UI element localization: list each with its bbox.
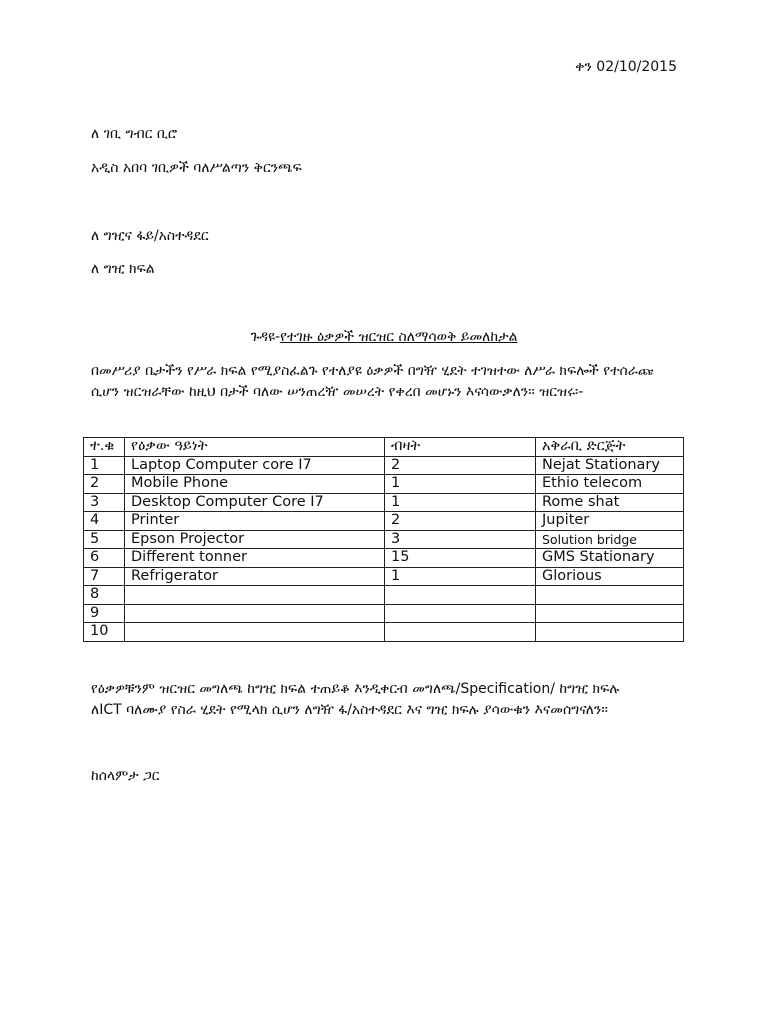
cell-supplier: Jupiter bbox=[536, 512, 684, 531]
table-row bbox=[84, 623, 684, 642]
cell-item-name: Printer bbox=[125, 512, 385, 531]
cell-row-number: 10 bbox=[84, 623, 125, 642]
cell-item-name: Laptop Computer core I7 bbox=[125, 456, 385, 475]
cell-row-number: 3 bbox=[84, 493, 125, 512]
table-row bbox=[84, 456, 684, 475]
recipient-line-1: ለ ገቢ ግብር ቢሮ bbox=[91, 126, 178, 142]
table-row bbox=[84, 530, 684, 549]
attention-line-1: ለ ግዢና ፋይ/አስተዳደር bbox=[91, 228, 209, 244]
closing-line-1: የዕቃዎቹንም ዝርዝር መግለጫ ከግዢ ክፍል ተጠይቆ እንዲቀርብ መግለጫ/Specification/ ከግዢ ክፍሉ bbox=[91, 681, 620, 697]
cell-quantity: 15 bbox=[385, 549, 536, 568]
cell-item-name bbox=[125, 623, 385, 642]
cell-supplier bbox=[536, 604, 684, 623]
cell-supplier: Nejat Stationary bbox=[536, 456, 684, 475]
closing-line-2: ለICT ባለሙያ የስራ ሂደት የሚላክ ሲሆን ለግዥ ፋ/አስተዳደር እና ግዢ ክፍሉ ያሳውቁን እናመሰግናለን፡፡ bbox=[91, 702, 608, 718]
cell-item-name: Refrigerator bbox=[125, 567, 385, 586]
table-header-row bbox=[84, 438, 684, 457]
cell-quantity bbox=[385, 586, 536, 605]
cell-quantity bbox=[385, 623, 536, 642]
subject-text: የተገዙ ዕቃዎች ዝርዝር ስለማሳወቅ ይመለከታል bbox=[280, 329, 518, 345]
table-row bbox=[84, 493, 684, 512]
table-row bbox=[84, 549, 684, 568]
cell-row-number: 6 bbox=[84, 549, 125, 568]
header-cell-supplier: አቅራቢ ድርጅት bbox=[536, 438, 684, 457]
body-paragraph: በመሥሪያ ቤታችን የሥራ ክፍል የሚያስፈልጉ የተለያዩ ዕቃዎች በግዥ ሂደት ተገዝተው ለሥራ ክፍሎች የተሰራጩ ሲሆን ዝርዝራቸው ከዚህ በታች ባለው ሠንጠረዥ መሠረት የቀረበ መሆኑን እናሳውቃለን፡፡ ዝርዝሩ፡- bbox=[91, 363, 654, 400]
header-cell-quantity: ብዛት bbox=[385, 438, 536, 457]
table-row bbox=[84, 512, 684, 531]
cell-row-number: 8 bbox=[84, 586, 125, 605]
cell-quantity: 1 bbox=[385, 493, 536, 512]
cell-row-number: 7 bbox=[84, 567, 125, 586]
closing-paragraph bbox=[91, 679, 691, 721]
table-row bbox=[84, 586, 684, 605]
cell-supplier: Glorious bbox=[536, 567, 684, 586]
cell-row-number: 9 bbox=[84, 604, 125, 623]
date-line: ቀን 02/10/2015 bbox=[575, 59, 677, 75]
attention-line-2: ለ ግዢ ክፍል bbox=[91, 261, 155, 277]
cell-quantity: 2 bbox=[385, 456, 536, 475]
header-cell-item: የዕቃው ዓይነት bbox=[125, 438, 385, 457]
cell-quantity: 1 bbox=[385, 475, 536, 494]
header-cell-number: ተ.ቁ bbox=[84, 438, 125, 457]
table-row bbox=[84, 604, 684, 623]
cell-supplier: Rome shat bbox=[536, 493, 684, 512]
cell-item-name: Epson Projector bbox=[125, 530, 385, 549]
cell-item-name bbox=[125, 604, 385, 623]
subject-prefix: ጉዳዩ- bbox=[250, 329, 281, 345]
cell-supplier: Solution bridge bbox=[536, 530, 684, 549]
cell-item-name: Different tonner bbox=[125, 549, 385, 568]
cell-supplier: Ethio telecom bbox=[536, 475, 684, 494]
cell-quantity: 3 bbox=[385, 530, 536, 549]
table-row bbox=[84, 475, 684, 494]
subject-line bbox=[0, 328, 768, 346]
recipient-line-2: አዲስ አበባ ገቢዎች ባለሥልጣን ቅርንጫፍ bbox=[91, 160, 302, 176]
cell-supplier bbox=[536, 623, 684, 642]
cell-quantity: 2 bbox=[385, 512, 536, 531]
items-table-body bbox=[84, 438, 684, 642]
items-table bbox=[83, 437, 684, 642]
cell-row-number: 4 bbox=[84, 512, 125, 531]
cell-row-number: 2 bbox=[84, 475, 125, 494]
cell-quantity: 1 bbox=[385, 567, 536, 586]
cell-row-number: 1 bbox=[84, 456, 125, 475]
table-row bbox=[84, 567, 684, 586]
cell-item-name bbox=[125, 586, 385, 605]
cell-supplier: GMS Stationary bbox=[536, 549, 684, 568]
cell-quantity bbox=[385, 604, 536, 623]
signature-line: ከሰላምታ ጋር bbox=[91, 768, 160, 784]
cell-item-name: Desktop Computer Core I7 bbox=[125, 493, 385, 512]
cell-supplier bbox=[536, 586, 684, 605]
cell-row-number: 5 bbox=[84, 530, 125, 549]
cell-item-name: Mobile Phone bbox=[125, 475, 385, 494]
